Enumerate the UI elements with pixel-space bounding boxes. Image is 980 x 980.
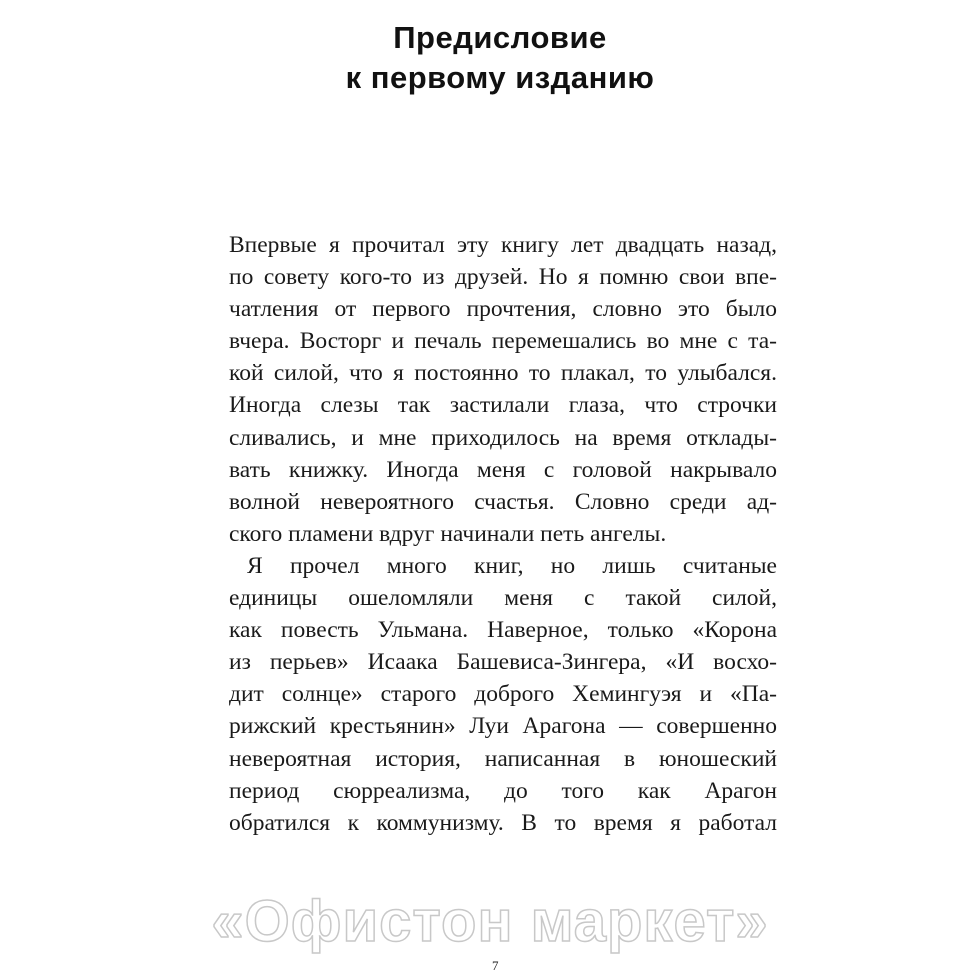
text-line: единицы ошеломляли меня с такой силой, xyxy=(229,585,777,612)
text-line: как повесть Ульмана. Наверное, только «Корона xyxy=(229,617,777,644)
page-number: 7 xyxy=(492,958,499,973)
text-line: Впервые я прочитал эту книгу лет двадцать назад, xyxy=(229,232,777,258)
text-line: Иногда слезы так застилали глаза, что строчки xyxy=(229,392,777,419)
text-line: вчера. Восторг и печаль перемешались во мне с та- xyxy=(229,328,777,355)
text-line: кой силой, что я постоянно то плакал, то улыбался. xyxy=(229,360,777,387)
text-line: из перьев» Исаака Башевиса-Зингера, «И восхо- xyxy=(229,649,777,676)
text-line: период сюрреализма, до того как Арагон xyxy=(229,777,777,804)
store-watermark: «Офистон маркет» xyxy=(211,889,769,954)
text-line: невероятная история, написанная в юношеский xyxy=(229,745,777,772)
text-line: дит солнце» старого доброго Хемингуэя и «Па- xyxy=(229,681,777,708)
text-line: вать книжку. Иногда меня с головой накрывало xyxy=(229,456,777,483)
chapter-title-line-1: Предисловие xyxy=(393,20,607,55)
paragraph-1 xyxy=(229,229,777,550)
text-line: по совету кого-то из друзей. Но я помню свои впе- xyxy=(229,264,777,291)
text-line: волной невероятного счастья. Словно среди ад- xyxy=(229,488,777,515)
text-line: Я прочел много книг, но лишь считаные xyxy=(247,552,777,579)
text-line: чатления от первого прочтения, словно это было xyxy=(229,296,777,323)
paragraph-2 xyxy=(229,550,777,839)
text-line: сливались, и мне приходилось на время отклады- xyxy=(229,424,777,451)
text-line: обратился к коммунизму. В то время я работал xyxy=(229,809,777,836)
body-text xyxy=(229,229,777,839)
text-line: рижский крестьянин» Луи Арагона — совершенно xyxy=(229,713,777,740)
text-line: ского пламени вдруг начинали петь ангелы. xyxy=(229,520,667,547)
chapter-title-line-2: к первому изданию xyxy=(345,60,655,95)
